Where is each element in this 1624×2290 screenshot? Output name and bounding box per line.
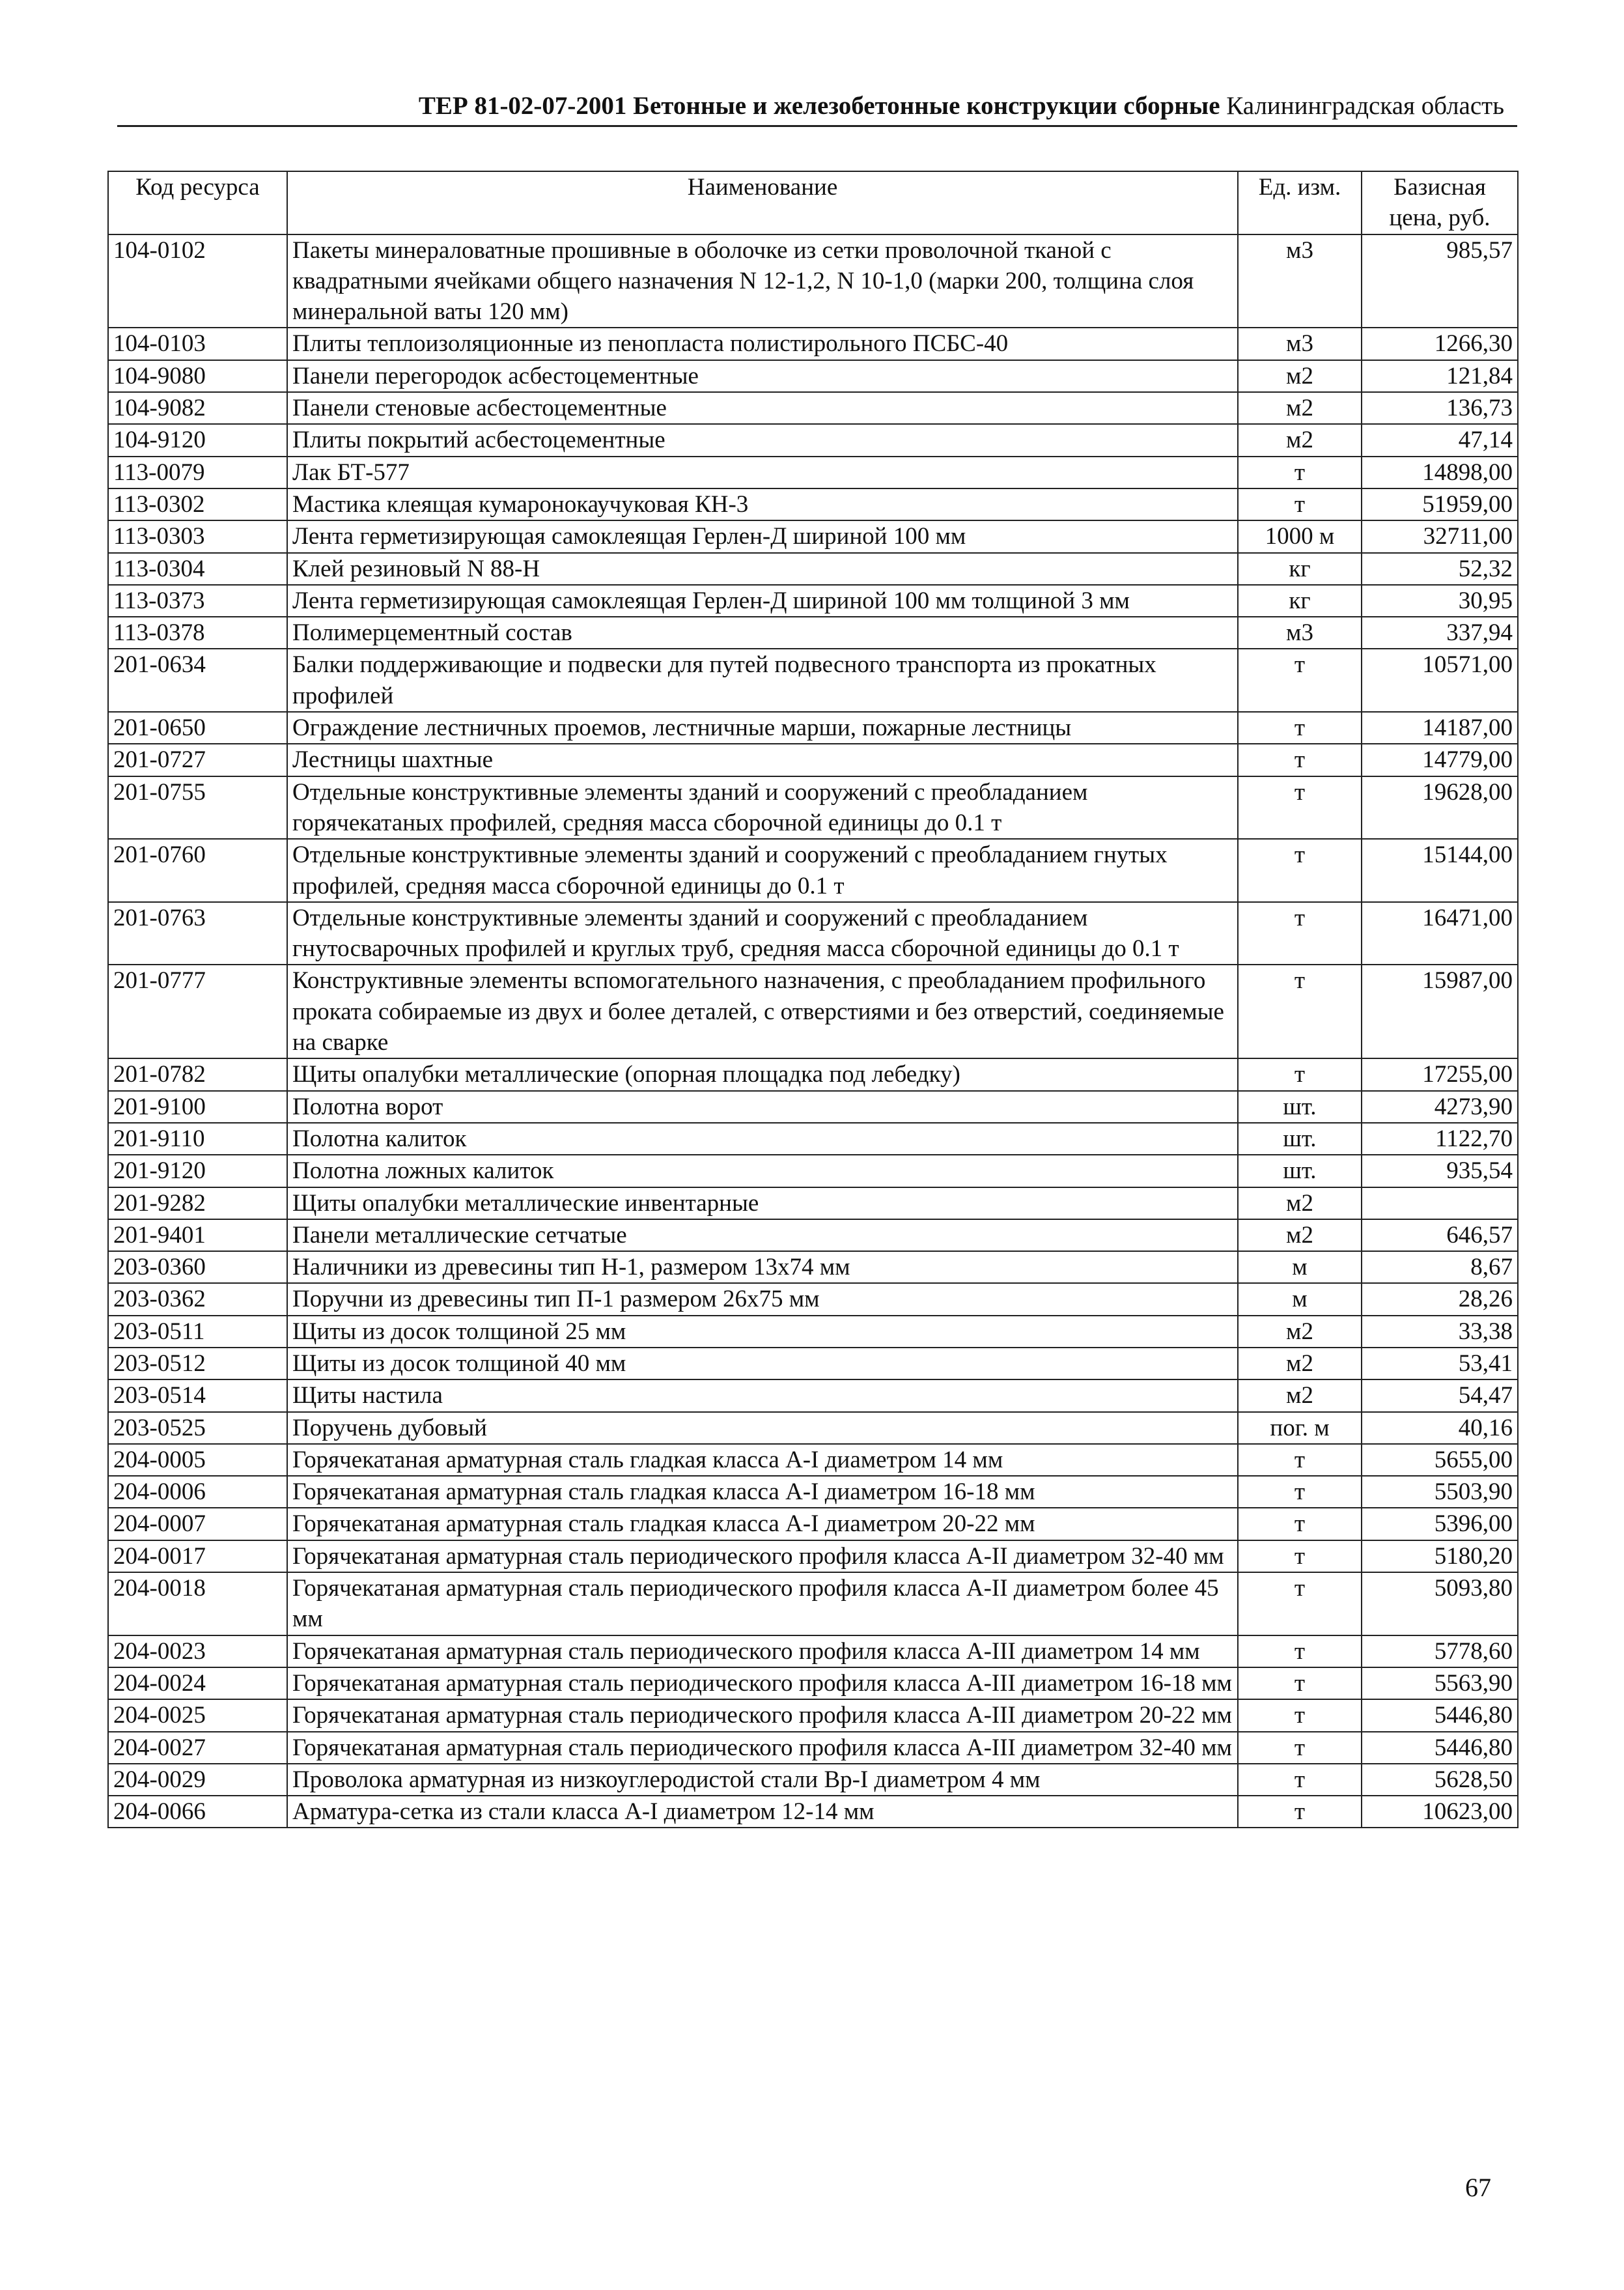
table-row	[108, 488, 1518, 520]
row-name: Горячекатаная арматурная сталь периодического профиля класса А-III диаметром 20-22 мм	[287, 1699, 1238, 1731]
row-unit: т	[1238, 744, 1362, 776]
row-code: 104-9082	[108, 392, 287, 424]
row-code: 201-0634	[108, 649, 287, 712]
row-name: Плиты теплоизоляционные из пенопласта полистирольного ПСБС-40	[287, 328, 1238, 360]
row-price: 47,14	[1362, 424, 1518, 456]
row-code: 201-0650	[108, 712, 287, 744]
row-unit: т	[1238, 902, 1362, 965]
row-code: 203-0525	[108, 1412, 287, 1444]
row-code: 113-0302	[108, 488, 287, 520]
row-code: 201-0763	[108, 902, 287, 965]
row-unit: т	[1238, 776, 1362, 840]
row-unit: т	[1238, 839, 1362, 902]
row-code: 201-9120	[108, 1155, 287, 1187]
row-price: 15144,00	[1362, 839, 1518, 902]
table-row	[108, 1764, 1518, 1796]
row-unit: м2	[1238, 1316, 1362, 1348]
table-row	[108, 1476, 1518, 1508]
row-price: 32711,00	[1362, 520, 1518, 552]
row-name: Щиты настила	[287, 1379, 1238, 1411]
row-name: Отдельные конструктивные элементы зданий и сооружений с преобладанием горячекатаных профилей, средняя масса сборочной единицы до 0.1 т	[287, 776, 1238, 840]
table-row	[108, 744, 1518, 776]
row-name: Отдельные конструктивные элементы зданий и сооружений с преобладанием гнутосварочных профилей и круглых труб, средняя масса сборочной единицы до 0.1 т	[287, 902, 1238, 965]
row-price: 19628,00	[1362, 776, 1518, 840]
row-unit: м3	[1238, 617, 1362, 649]
row-name: Отдельные конструктивные элементы зданий и сооружений с преобладанием гнутых профилей, средняя масса сборочной единицы до 0.1 т	[287, 839, 1238, 902]
row-name: Лента герметизирующая самоклеящая Герлен-Д шириной 100 мм толщиной 3 мм	[287, 585, 1238, 617]
table-row	[108, 520, 1518, 552]
row-code: 203-0362	[108, 1283, 287, 1315]
row-unit: шт.	[1238, 1091, 1362, 1123]
table-row	[108, 617, 1518, 649]
row-code: 204-0017	[108, 1540, 287, 1572]
row-name: Полотна ложных калиток	[287, 1155, 1238, 1187]
row-code: 113-0304	[108, 553, 287, 585]
row-unit: т	[1238, 1667, 1362, 1699]
row-unit: м	[1238, 1251, 1362, 1283]
row-code: 201-0755	[108, 776, 287, 840]
row-unit: т	[1238, 1764, 1362, 1796]
row-unit: т	[1238, 1572, 1362, 1635]
row-name: Поручень дубовый	[287, 1412, 1238, 1444]
row-name: Горячекатаная арматурная сталь периодического профиля класса А-III диаметром 32-40 мм	[287, 1732, 1238, 1764]
row-name: Лестницы шахтные	[287, 744, 1238, 776]
column-header-code: Код ресурса	[108, 171, 287, 234]
row-name: Горячекатаная арматурная сталь гладкая класса А-I диаметром 20-22 мм	[287, 1508, 1238, 1540]
row-price: 30,95	[1362, 585, 1518, 617]
row-code: 104-0102	[108, 234, 287, 328]
table-row	[108, 1187, 1518, 1219]
row-code: 203-0511	[108, 1316, 287, 1348]
row-unit: т	[1238, 649, 1362, 712]
row-unit: м3	[1238, 328, 1362, 360]
row-name: Горячекатаная арматурная сталь периодического профиля класса А-III диаметром 16-18 мм	[287, 1667, 1238, 1699]
row-code: 204-0023	[108, 1635, 287, 1667]
row-code: 113-0373	[108, 585, 287, 617]
row-unit: м2	[1238, 360, 1362, 392]
row-code: 201-0782	[108, 1058, 287, 1090]
row-name: Щиты из досок толщиной 25 мм	[287, 1316, 1238, 1348]
row-unit: т	[1238, 1508, 1362, 1540]
row-price: 1122,70	[1362, 1123, 1518, 1155]
row-price: 985,57	[1362, 234, 1518, 328]
row-unit: шт.	[1238, 1155, 1362, 1187]
row-name: Панели стеновые асбестоцементные	[287, 392, 1238, 424]
column-header-unit: Ед. изм.	[1238, 171, 1362, 234]
row-code: 203-0360	[108, 1251, 287, 1283]
row-price: 5396,00	[1362, 1508, 1518, 1540]
table-row	[108, 1508, 1518, 1540]
row-code: 113-0079	[108, 457, 287, 488]
row-price: 935,54	[1362, 1155, 1518, 1187]
table-row	[108, 1732, 1518, 1764]
row-code: 204-0006	[108, 1476, 287, 1508]
row-price: 40,16	[1362, 1412, 1518, 1444]
row-price: 5503,90	[1362, 1476, 1518, 1508]
row-code: 203-0512	[108, 1348, 287, 1379]
row-unit: т	[1238, 712, 1362, 744]
row-unit: м2	[1238, 1348, 1362, 1379]
row-name: Щиты опалубки металлические инвентарные	[287, 1187, 1238, 1219]
row-name: Горячекатаная арматурная сталь гладкая класса А-I диаметром 14 мм	[287, 1444, 1238, 1476]
table-row	[108, 1379, 1518, 1411]
row-code: 204-0024	[108, 1667, 287, 1699]
row-unit: м2	[1238, 1219, 1362, 1251]
table-row	[108, 1058, 1518, 1090]
table-row	[108, 902, 1518, 965]
row-unit: т	[1238, 488, 1362, 520]
row-price: 33,38	[1362, 1316, 1518, 1348]
page-number: 67	[1465, 2173, 1491, 2202]
row-name: Лента герметизирующая самоклеящая Герлен-Д шириной 100 мм	[287, 520, 1238, 552]
row-unit: т	[1238, 1540, 1362, 1572]
row-name: Полотна ворот	[287, 1091, 1238, 1123]
row-unit: т	[1238, 1444, 1362, 1476]
table-row	[108, 1348, 1518, 1379]
row-price: 5778,60	[1362, 1635, 1518, 1667]
row-unit: кг	[1238, 553, 1362, 585]
row-name: Горячекатаная арматурная сталь периодического профиля класса А-III диаметром 14 мм	[287, 1635, 1238, 1667]
row-unit: т	[1238, 1476, 1362, 1508]
table-row	[108, 585, 1518, 617]
row-code: 204-0005	[108, 1444, 287, 1476]
row-price: 5093,80	[1362, 1572, 1518, 1635]
table-row	[108, 553, 1518, 585]
row-code: 204-0027	[108, 1732, 287, 1764]
row-code: 204-0029	[108, 1764, 287, 1796]
row-price: 28,26	[1362, 1283, 1518, 1315]
row-name: Лак БТ-577	[287, 457, 1238, 488]
row-code: 204-0007	[108, 1508, 287, 1540]
row-price: 5446,80	[1362, 1699, 1518, 1731]
table-row	[108, 360, 1518, 392]
row-price: 136,73	[1362, 392, 1518, 424]
table-row	[108, 776, 1518, 840]
row-price: 4273,90	[1362, 1091, 1518, 1123]
row-price: 10623,00	[1362, 1796, 1518, 1828]
table-row	[108, 1283, 1518, 1315]
row-code: 204-0018	[108, 1572, 287, 1635]
row-code: 204-0066	[108, 1796, 287, 1828]
row-name: Щиты из досок толщиной 40 мм	[287, 1348, 1238, 1379]
row-price: 1266,30	[1362, 328, 1518, 360]
row-price: 53,41	[1362, 1348, 1518, 1379]
table-row	[108, 1155, 1518, 1187]
row-price: 5655,00	[1362, 1444, 1518, 1476]
row-code: 201-0727	[108, 744, 287, 776]
table-row	[108, 1219, 1518, 1251]
row-unit: пог. м	[1238, 1412, 1362, 1444]
table-row	[108, 424, 1518, 456]
table-row	[108, 1699, 1518, 1731]
table-row	[108, 649, 1518, 712]
row-code: 201-0760	[108, 839, 287, 902]
table-row	[108, 1316, 1518, 1348]
row-price: 8,67	[1362, 1251, 1518, 1283]
row-unit: м2	[1238, 392, 1362, 424]
row-name: Поручни из древесины тип П-1 размером 26х75 мм	[287, 1283, 1238, 1315]
row-price: 16471,00	[1362, 902, 1518, 965]
table-row	[108, 965, 1518, 1058]
row-code: 201-9100	[108, 1091, 287, 1123]
row-code: 113-0303	[108, 520, 287, 552]
document-title: ТЕР 81-02-07-2001 Бетонные и железобетонные конструкции сборные	[418, 92, 1220, 120]
table-row	[108, 1251, 1518, 1283]
row-code: 204-0025	[108, 1699, 287, 1731]
row-unit: т	[1238, 965, 1362, 1058]
row-name: Полимерцементный состав	[287, 617, 1238, 649]
row-name: Щиты опалубки металлические (опорная площадка под лебедку)	[287, 1058, 1238, 1090]
row-name: Панели перегородок асбестоцементные	[287, 360, 1238, 392]
table-row	[108, 1444, 1518, 1476]
row-code: 104-9120	[108, 424, 287, 456]
row-unit: шт.	[1238, 1123, 1362, 1155]
row-price: 54,47	[1362, 1379, 1518, 1411]
row-unit: 1000 м	[1238, 520, 1362, 552]
row-name: Балки поддерживающие и подвески для путей подвесного транспорта из прокатных профилей	[287, 649, 1238, 712]
table-header-row	[108, 171, 1518, 234]
row-price: 121,84	[1362, 360, 1518, 392]
table-row	[108, 1123, 1518, 1155]
row-name: Клей резиновый N 88-Н	[287, 553, 1238, 585]
table-row	[108, 1635, 1518, 1667]
row-code: 201-9282	[108, 1187, 287, 1219]
row-name: Наличники из древесины тип Н-1, размером 13х74 мм	[287, 1251, 1238, 1283]
row-name: Конструктивные элементы вспомогательного назначения, с преобладанием профильного проката собираемые из двух и более деталей, с отверстиями и без отверстий, соединяемые на сварке	[287, 965, 1238, 1058]
table-row	[108, 839, 1518, 902]
row-unit: т	[1238, 1058, 1362, 1090]
row-unit: т	[1238, 1732, 1362, 1764]
row-name: Проволока арматурная из низкоуглеродистой стали Вр-I диаметром 4 мм	[287, 1764, 1238, 1796]
row-price: 5628,50	[1362, 1764, 1518, 1796]
row-unit: т	[1238, 1796, 1362, 1828]
table-row	[108, 234, 1518, 328]
row-price: 15987,00	[1362, 965, 1518, 1058]
table-row	[108, 1091, 1518, 1123]
row-unit: м	[1238, 1283, 1362, 1315]
row-price: 5563,90	[1362, 1667, 1518, 1699]
row-code: 203-0514	[108, 1379, 287, 1411]
row-price: 14898,00	[1362, 457, 1518, 488]
table-row	[108, 1540, 1518, 1572]
row-price: 52,32	[1362, 553, 1518, 585]
table-row	[108, 328, 1518, 360]
row-code: 104-0103	[108, 328, 287, 360]
row-name: Пакеты минераловатные прошивные в оболочке из сетки проволочной тканой с квадратными ячейками общего назначения N 12-1,2, N 10-1,0 (марки 200, толщина слоя минеральной ваты 120 мм)	[287, 234, 1238, 328]
row-code: 201-9110	[108, 1123, 287, 1155]
header-divider	[117, 125, 1517, 127]
row-unit: м2	[1238, 1379, 1362, 1411]
row-name: Горячекатаная арматурная сталь гладкая класса А-I диаметром 16-18 мм	[287, 1476, 1238, 1508]
row-name: Горячекатаная арматурная сталь периодического профиля класса А-II диаметром 32-40 мм	[287, 1540, 1238, 1572]
column-header-name: Наименование	[287, 171, 1238, 234]
row-code: 201-0777	[108, 965, 287, 1058]
resource-price-table	[107, 171, 1519, 1828]
row-price: 646,57	[1362, 1219, 1518, 1251]
row-code: 113-0378	[108, 617, 287, 649]
row-price: 337,94	[1362, 617, 1518, 649]
row-unit: т	[1238, 1699, 1362, 1731]
row-name: Ограждение лестничных проемов, лестничные марши, пожарные лестницы	[287, 712, 1238, 744]
row-price: 14187,00	[1362, 712, 1518, 744]
row-price: 5446,80	[1362, 1732, 1518, 1764]
row-price: 10571,00	[1362, 649, 1518, 712]
table-body	[108, 234, 1518, 1828]
row-price: 51959,00	[1362, 488, 1518, 520]
row-name: Мастика клеящая кумаронокаучуковая КН-3	[287, 488, 1238, 520]
column-header-price: Базисная цена, руб.	[1362, 171, 1518, 234]
row-name: Полотна калиток	[287, 1123, 1238, 1155]
row-name: Горячекатаная арматурная сталь периодического профиля класса А-II диаметром более 45 мм	[287, 1572, 1238, 1635]
table-row	[108, 712, 1518, 744]
row-price: 5180,20	[1362, 1540, 1518, 1572]
row-name: Арматура-сетка из стали класса А-I диаметром 12-14 мм	[287, 1796, 1238, 1828]
row-code: 104-9080	[108, 360, 287, 392]
table-row	[108, 392, 1518, 424]
row-name: Плиты покрытий асбестоцементные	[287, 424, 1238, 456]
row-name: Панели металлические сетчатые	[287, 1219, 1238, 1251]
table-row	[108, 1412, 1518, 1444]
row-code: 201-9401	[108, 1219, 287, 1251]
row-price: 14779,00	[1362, 744, 1518, 776]
row-price: 17255,00	[1362, 1058, 1518, 1090]
table-row	[108, 1667, 1518, 1699]
row-unit: т	[1238, 457, 1362, 488]
table-row	[108, 457, 1518, 488]
row-unit: м2	[1238, 1187, 1362, 1219]
row-unit: м3	[1238, 234, 1362, 328]
region-label: Калининградская область	[1226, 92, 1504, 120]
row-unit: т	[1238, 1635, 1362, 1667]
running-header	[117, 90, 1504, 122]
table-row	[108, 1572, 1518, 1635]
row-unit: м2	[1238, 424, 1362, 456]
table-row	[108, 1796, 1518, 1828]
row-price	[1362, 1187, 1518, 1219]
row-unit: кг	[1238, 585, 1362, 617]
